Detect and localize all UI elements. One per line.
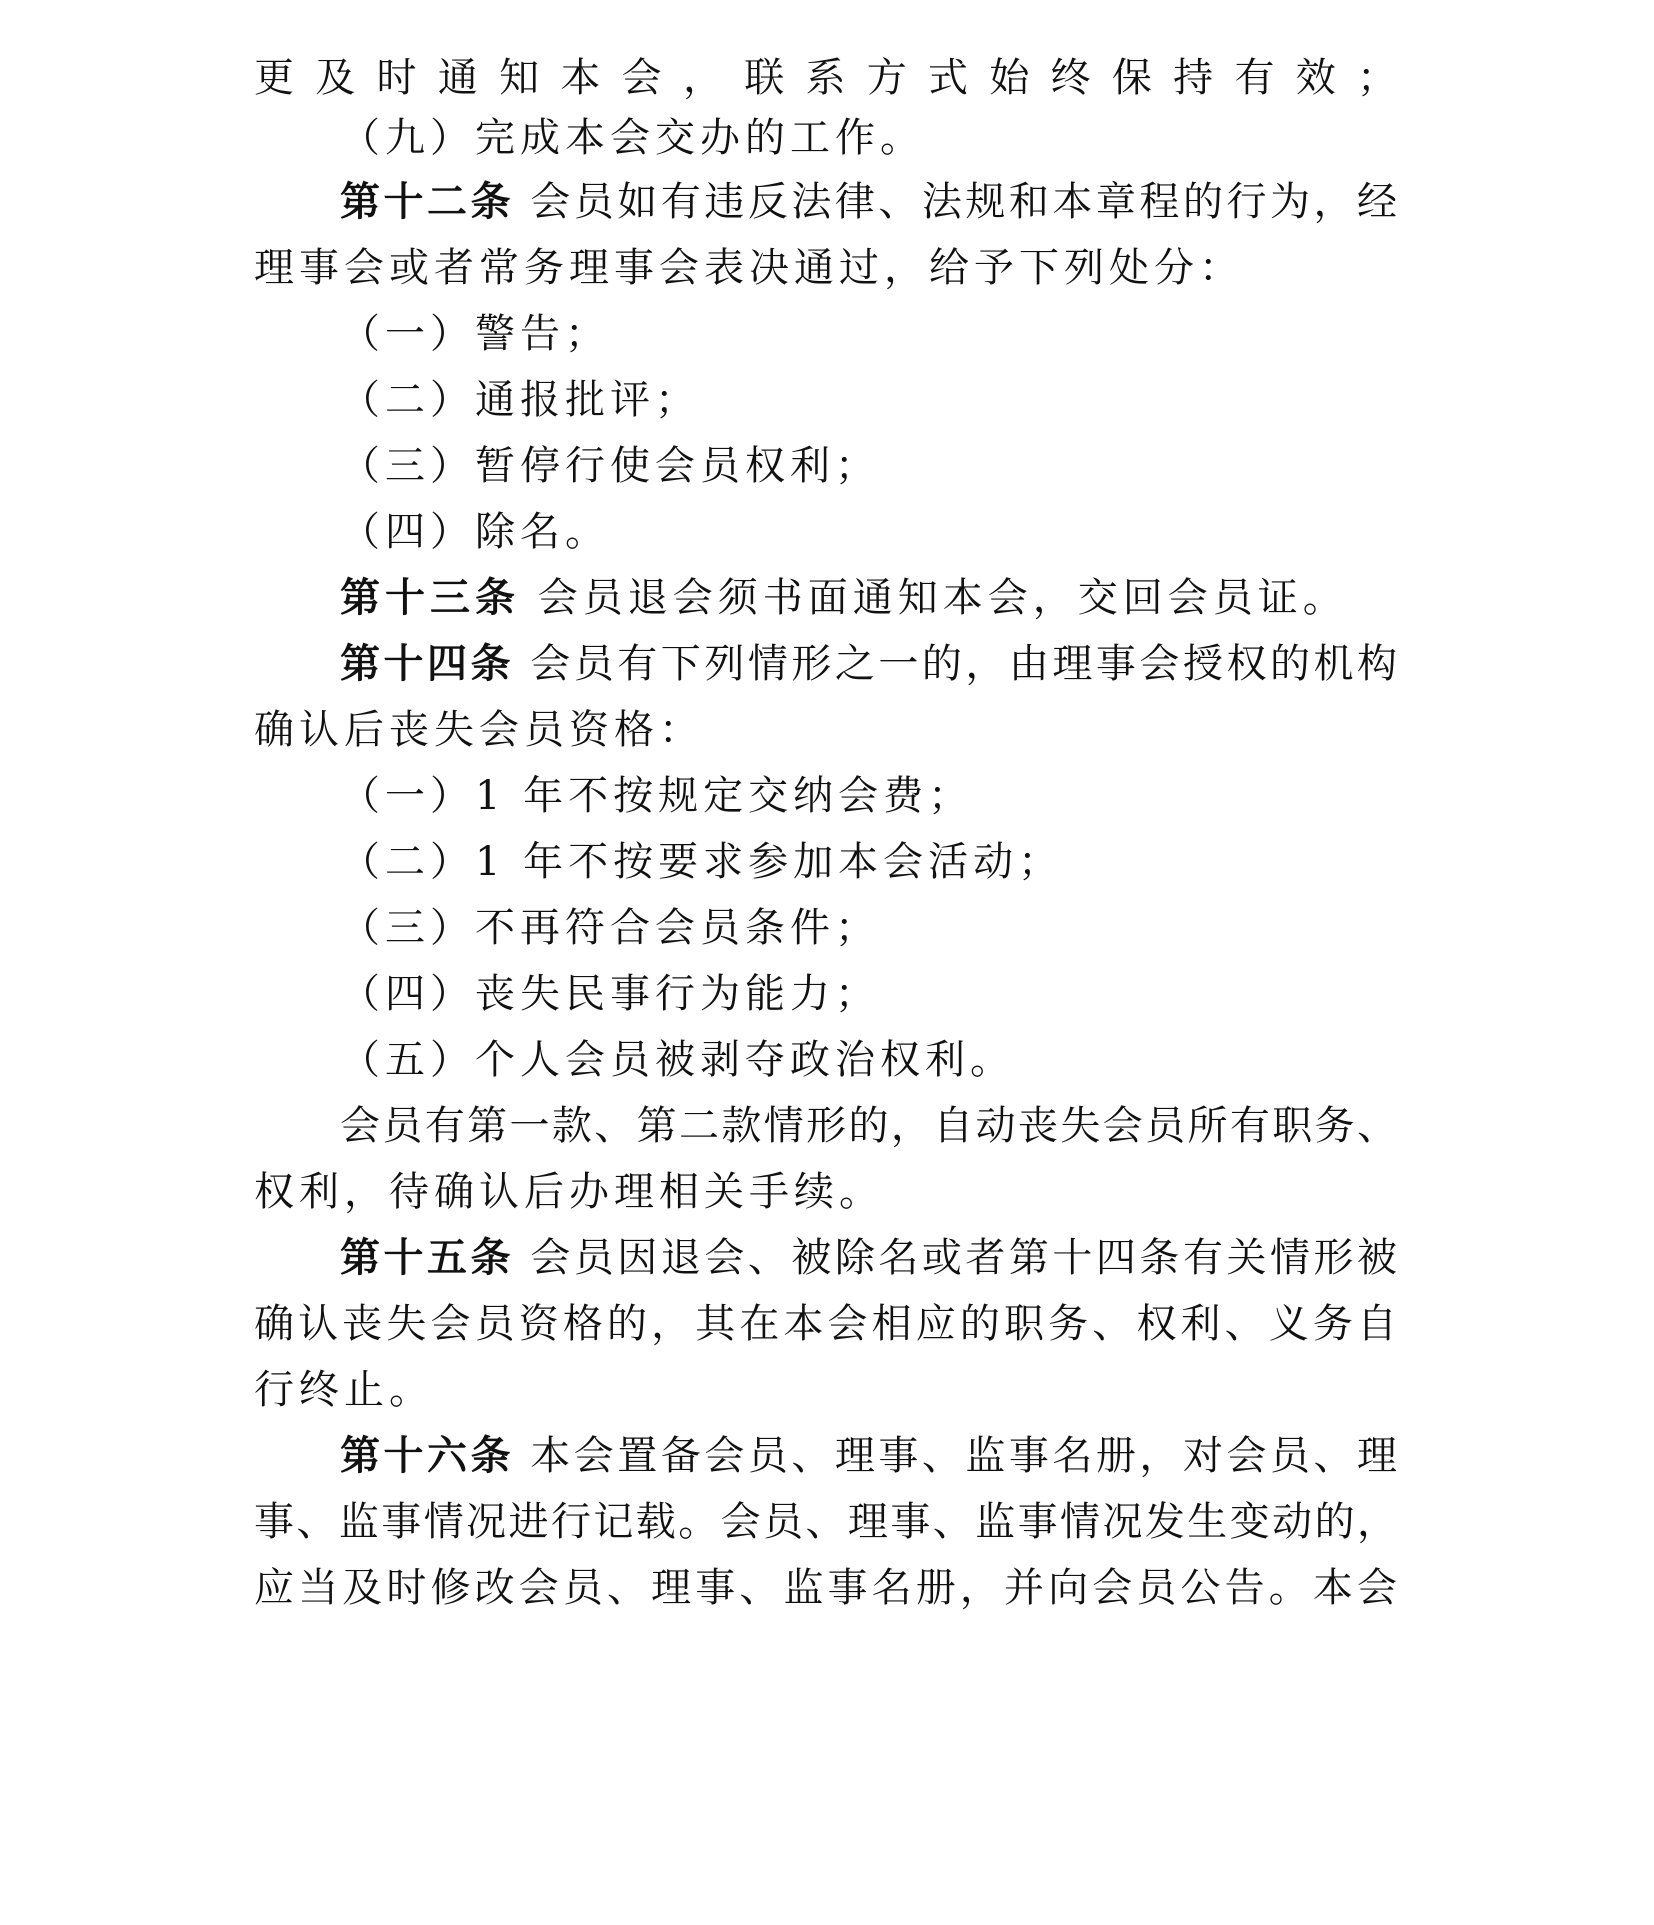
article-number: 第十六条	[340, 1433, 515, 1479]
line-text: 会员如有违反法律、法规和本章程的行为，经	[514, 179, 1397, 225]
line-text: （二）1 年不按要求参加本会活动；	[340, 839, 1064, 885]
text-line	[340, 1096, 1397, 1156]
line-text: 理事会或者常务理事会表决通过，给予下列处分：	[254, 245, 1244, 291]
line-text: （九）完成本会交办的工作。	[340, 115, 925, 161]
line-text: 本会置备会员、理事、监事名册，对会员、理	[514, 1433, 1397, 1479]
line-text: （四）除名。	[340, 509, 610, 555]
line-text: 确认后丧失会员资格：	[254, 707, 704, 753]
text-line	[254, 1558, 1397, 1618]
article-number: 第十二条	[340, 179, 515, 225]
article-number: 第十三条	[340, 575, 520, 621]
line-text: 应当及时修改会员、理事、监事名册，并向会员公告。本会	[254, 1565, 1397, 1611]
article-heading-line	[340, 568, 1348, 628]
list-item	[340, 964, 880, 1024]
line-text: （二）通报批评；	[340, 377, 700, 423]
article-heading-line	[340, 1228, 1397, 1288]
article-heading-line	[340, 172, 1397, 232]
text-line	[254, 1162, 884, 1222]
line-text: （三）不再符合会员条件；	[340, 905, 880, 951]
text-line	[254, 1294, 1397, 1354]
line-text: （一）1 年不按规定交纳会费；	[340, 773, 974, 819]
list-item	[340, 304, 610, 364]
line-text: 会员退会须书面通知本会，交回会员证。	[520, 575, 1348, 621]
list-item	[340, 436, 880, 496]
line-text: 权利，待确认后办理相关手续。	[254, 1169, 884, 1215]
list-item	[340, 502, 610, 562]
list-item	[340, 370, 700, 430]
text-line	[254, 1360, 434, 1420]
line-text: 会员有第一款、第二款情形的，自动丧失会员所有职务、	[340, 1103, 1397, 1149]
line-text: 行终止。	[254, 1367, 434, 1413]
text-line	[254, 48, 1397, 108]
line-text: 会员有下列情形之一的，由理事会授权的机构	[514, 641, 1397, 687]
line-text: 会员因退会、被除名或者第十四条有关情形被	[514, 1235, 1397, 1281]
line-text: （一）警告；	[340, 311, 610, 357]
text-line	[254, 1492, 1397, 1552]
text-line	[254, 238, 1244, 298]
text-line	[254, 700, 704, 760]
line-text: 事、监事情况进行记载。会员、理事、监事情况发生变动的，	[254, 1499, 1397, 1545]
article-heading-line	[340, 1426, 1397, 1486]
line-text: （三）暂停行使会员权利；	[340, 443, 880, 489]
list-item	[340, 832, 1063, 892]
line-text: 更及时通知本会，联系方式始终保持有效；	[254, 55, 1397, 101]
list-item	[340, 108, 925, 168]
line-text: （五）个人会员被剥夺政治权利。	[340, 1037, 1015, 1083]
list-item	[340, 898, 880, 958]
list-item	[340, 1030, 1015, 1090]
line-text: （四）丧失民事行为能力；	[340, 971, 880, 1017]
list-item	[340, 766, 973, 826]
article-number: 第十五条	[340, 1235, 515, 1281]
article-number: 第十四条	[340, 641, 515, 687]
article-heading-line	[340, 634, 1397, 694]
line-text: 确认丧失会员资格的，其在本会相应的职务、权利、义务自	[254, 1301, 1397, 1347]
